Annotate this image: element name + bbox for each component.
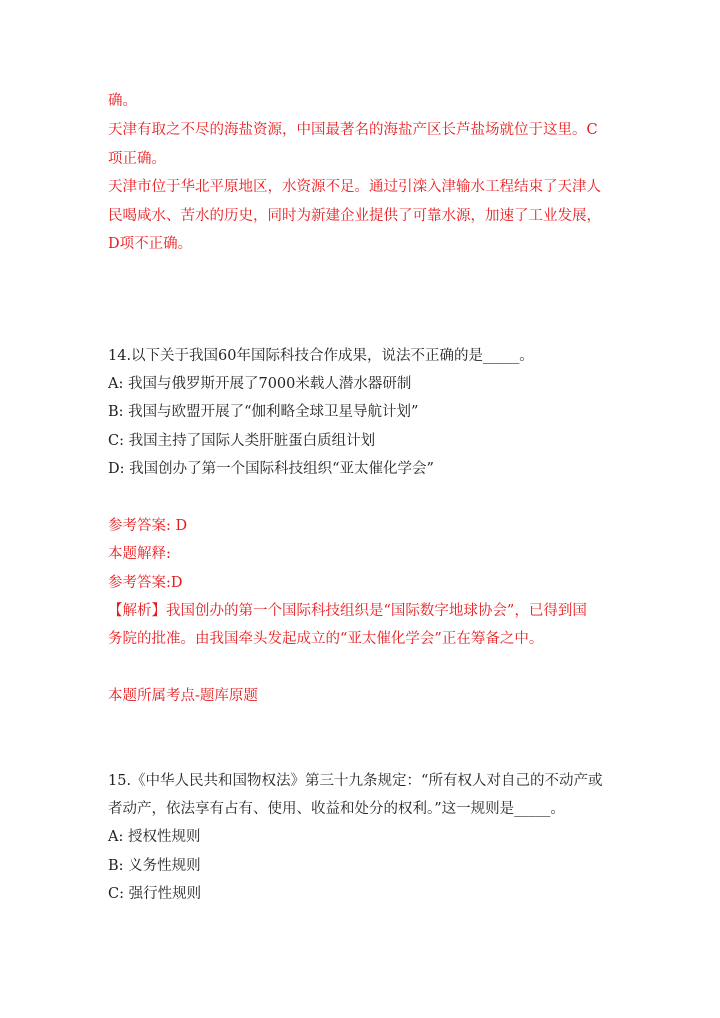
question-14-source: 本题所属考点-题库原题	[108, 688, 258, 704]
question-14-explain-heading: 本题解释:	[108, 546, 171, 562]
question-14-answer: 参考答案: D	[108, 518, 188, 534]
question-14-option-b: B: 我国与欧盟开展了“伽利略全球卫星导航计划”	[108, 404, 419, 420]
question-15-option-c: C: 强行性规则	[108, 886, 202, 902]
prev-explanation-line: 确。	[108, 93, 137, 109]
question-15-option-a: A: 授权性规则	[108, 829, 201, 845]
question-15-option-b: B: 义务性规则	[108, 858, 201, 874]
question-15-stem-line: 15.《中华人民共和国物权法》第三十九条规定：“所有权人对自己的不动产或	[108, 773, 603, 789]
question-14-analysis-line: 务院的批准。由我国牵头发起成立的“亚太催化学会”正在筹备之中。	[108, 631, 544, 647]
question-14-answer-repeat: 参考答案:D	[108, 575, 183, 591]
question-14-stem: 14.以下关于我国60年国际科技合作成果，说法不正确的是_____。	[108, 348, 534, 364]
question-14-option-d: D: 我国创办了第一个国际科技组织“亚太催化学会”	[108, 461, 434, 477]
prev-explanation-line: D项不正确。	[108, 236, 193, 252]
prev-explanation-line: 民喝咸水、苦水的历史，同时为新建企业提供了可靠水源，加速了工业发展，	[108, 208, 601, 224]
prev-explanation-line: 天津市位于华北平原地区，水资源不足。通过引滦入津输水工程结束了天津人	[108, 179, 601, 195]
question-14-option-a: A: 我国与俄罗斯开展了7000米载人潜水器研制	[108, 376, 412, 392]
question-15-stem-line: 者动产，依法享有占有、使用、收益和处分的权利。”这一规则是_____。	[108, 801, 565, 817]
prev-explanation-line: 天津有取之不尽的海盐资源，中国最著名的海盐产区长芦盐场就位于这里。C	[108, 122, 598, 138]
question-14-option-c: C: 我国主持了国际人类肝脏蛋白质组计划	[108, 433, 376, 449]
question-14-analysis-line: 【解析】我国创办的第一个国际科技组织是“国际数字地球协会”，已得到国	[108, 603, 587, 619]
prev-explanation-line: 项正确。	[108, 151, 166, 167]
